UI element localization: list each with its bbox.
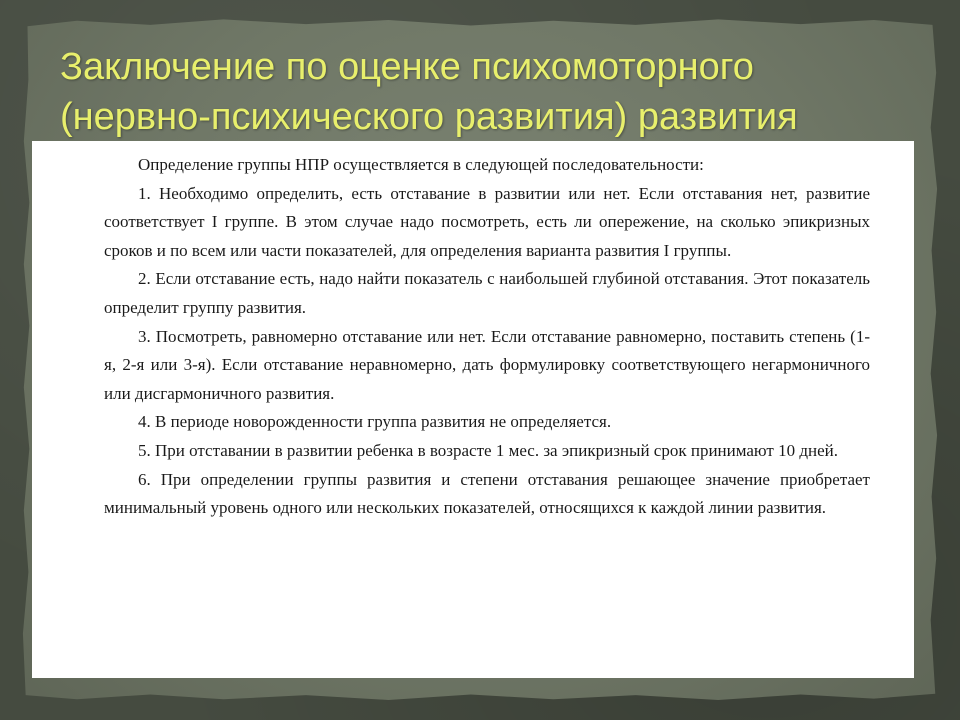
intro-paragraph: Определение группы НПР осуществляется в следующей последовательности: [138, 155, 704, 174]
slide-title: Заключение по оценке психомоторного (нервно-психического развития) развития [60, 46, 798, 138]
paragraph-5: 5. При отставании в развитии ребенка в возрасте 1 мес. за эпикризный срок принимают 10 дней. [138, 440, 838, 460]
paragraph-3: 3. Посмотреть, равномерно отставание или нет. Если отставание равномерно, поставить степень (1-я, 2-я или 3-я). Если отставание неравномерно, дать формулировку соответствующего негармоничного или дисгармоничного развития. [104, 326, 870, 403]
paragraph-4: 4. В периоде новорожденности группа развития не определяется. [138, 412, 612, 432]
paragraph-6: 6. При определении группы развития и степени отставания решающее значение приобретает минимальный уровень одного или нескольких показателей, относящихся к каждой линии развития. [104, 469, 870, 518]
scanned-document [32, 141, 914, 678]
paragraph-1: 1. Необходимо определить, есть отставание в развитии или нет. Если отставания нет, развитие соответствует I группе. В этом случае надо посмотреть, есть ли опережение, на сколько эпикризных сроков и по всем или части показателей, для определения варианта развития I группы. [104, 183, 870, 260]
paragraph-2: 2. Если отставание есть, надо найти показатель с наибольшей глубиной отставания. Этот показатель определит группу развития. [104, 269, 870, 317]
